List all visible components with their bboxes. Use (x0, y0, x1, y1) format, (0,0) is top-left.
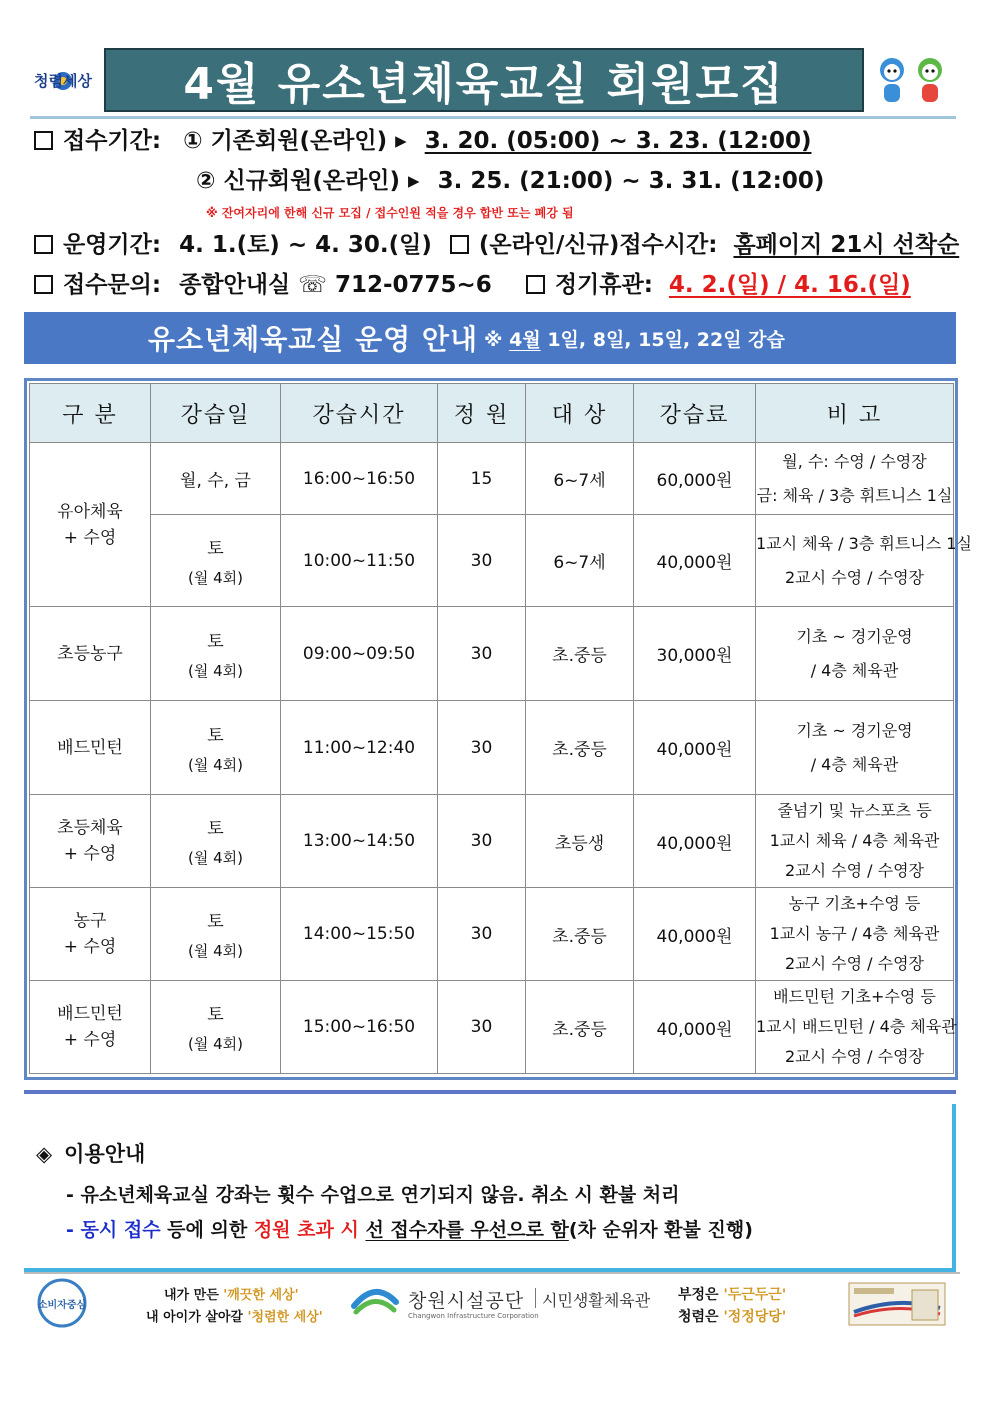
title-banner (104, 48, 864, 112)
time-cell: 13:00~14:50 (281, 795, 438, 888)
diamond-icon: ◈ (36, 1142, 53, 1166)
fee-cell: 60,000원 (634, 443, 756, 515)
col-header-time: 강습시간 (281, 384, 438, 443)
header-rule (30, 116, 956, 119)
info-line-operation: 운영기간: 4. 1.(토) ~ 4. 30.(일) (온라인/신규)접수시간: 홈페이지 21시 선착순 (34, 234, 959, 257)
checkbox-icon (34, 275, 53, 294)
closed-days: 4. 2.(일) / 4. 16.(일) (668, 272, 911, 298)
capacity-cell: 30 (438, 981, 526, 1074)
table-row (30, 795, 954, 888)
info-line-reception: 접수기간: ① 기존회원(온라인) ▸ 3. 20. (05:00) ~ 3. 23. (12:00) (34, 130, 811, 153)
reception-note: ※ 잔여자리에 한해 신규 모집 / 접수인원 적을 경우 합반 또는 폐강 됨 (206, 206, 574, 220)
day-cell: 토 (월 4회) (151, 515, 281, 607)
mascot-icon (872, 52, 954, 110)
schedule-table-frame (24, 378, 972, 1080)
fee-cell: 40,000원 (634, 888, 756, 981)
time-cell: 16:00~16:50 (281, 443, 438, 515)
remarks-cell: 1교시 체육 / 3층 휘트니스 1실 2교시 수영 / 수영장 (756, 515, 954, 607)
remarks-cell: 줄넘기 및 뉴스포츠 등 1교시 체육 / 4층 체육관 2교시 수영 / 수영장 (756, 795, 954, 888)
inquiry-contact: 종합안내실 ☏ 712-0775~6 (179, 272, 492, 298)
section-title: 유소년체육교실 운영 안내 (148, 323, 479, 356)
day-cell: 월, 수, 금 (151, 443, 281, 515)
target-cell: 6~7세 (526, 515, 634, 607)
target-cell: 초.중등 (526, 981, 634, 1074)
category-cell: 배드민턴 + 수영 (30, 981, 151, 1074)
reception-time: 홈페이지 21시 선착순 (733, 232, 960, 258)
capacity-cell: 15 (438, 443, 526, 515)
schedule-table (29, 383, 972, 1074)
col-header-fee: 강습료 (634, 384, 756, 443)
category-cell: 유아체육 + 수영 (30, 443, 151, 607)
target-cell: 초.중등 (526, 888, 634, 981)
category-cell: 배드민턴 (30, 701, 151, 795)
slogan-honesty: 청렴은 '정정당당' (678, 1309, 787, 1325)
slogan-integrity-world: 내 아이가 살아갈 '청렴한 세상' (146, 1310, 323, 1325)
table-row (30, 607, 954, 701)
operation-period: 4. 1.(토) ~ 4. 30.(일) (179, 232, 432, 258)
ccm-logo: 소비자중심 (32, 1278, 92, 1328)
guide-line-2: - 동시 접수 등에 의한 정원 초과 시 선 접수자를 우선으로 함(차 순위자 환불 진행) (66, 1219, 753, 1241)
guide-line-1: - 유소년체육교실 강좌는 휫수 수업으로 연기되지 않음. 취소 시 환불 처리 (66, 1184, 680, 1206)
info-line-inquiry: 접수문의: 종합안내실 ☏ 712-0775~6 정기휴관: 4. 2.(일) / 4. 16.(일) (34, 274, 911, 297)
category-cell: 초등체육 + 수영 (30, 795, 151, 888)
fee-cell: 40,000원 (634, 795, 756, 888)
slogan-corruption: 부정은 '두근두근' (678, 1287, 787, 1303)
remarks-cell: 배드민턴 기초+수영 등 1교시 배드민턴 / 4층 체육관 2교시 수영 / 수영장 (756, 981, 954, 1074)
capacity-cell: 30 (438, 607, 526, 701)
slogan-clean-world: 내가 만든 '깨끗한 세상' (164, 1288, 299, 1303)
checkbox-icon (34, 131, 53, 150)
time-cell: 11:00~12:40 (281, 701, 438, 795)
remarks-cell: 월, 수: 수영 / 수영장 금: 체육 / 3층 휘트니스 1실 (756, 443, 954, 515)
remarks-cell: 기초 ~ 경기운영 / 4층 체육관 (756, 701, 954, 795)
col-header-target: 대 상 (526, 384, 634, 443)
section-note: ※ 4월 1일, 8일, 15일, 22일 강습 (484, 328, 785, 351)
integrity-logo-text: 청렴세상 (34, 72, 92, 90)
new-member-period: 3. 25. (21:00) ~ 3. 31. (12:00) (437, 168, 825, 194)
fee-cell: 30,000원 (634, 607, 756, 701)
page-title: 4월 유소년체육교실 회원모집 (183, 59, 785, 110)
checkbox-icon (450, 235, 469, 254)
time-cell: 14:00~15:50 (281, 888, 438, 981)
table-row (30, 701, 954, 795)
fee-cell: 40,000원 (634, 701, 756, 795)
table-row (30, 515, 954, 607)
info-line-new-members: ② 신규회원(온라인) ▸ 3. 25. (21:00) ~ 3. 31. (12:00) (196, 168, 825, 194)
time-cell: 09:00~09:50 (281, 607, 438, 701)
day-cell: 토 (월 4회) (151, 981, 281, 1074)
table-header-row (30, 384, 954, 443)
guide-title: ◈ 이용안내 (36, 1142, 146, 1166)
section-divider (24, 1090, 956, 1094)
capacity-cell: 30 (438, 795, 526, 888)
capacity-cell: 30 (438, 515, 526, 607)
fee-cell: 40,000원 (634, 515, 756, 607)
col-header-remarks: 비 고 (756, 384, 954, 443)
checkbox-icon (526, 275, 545, 294)
time-cell: 15:00~16:50 (281, 981, 438, 1074)
remarks-cell: 기초 ~ 경기운영 / 4층 체육관 (756, 607, 954, 701)
existing-member-period: 3. 20. (05:00) ~ 3. 23. (12:00) (424, 128, 812, 154)
target-cell: 초등생 (526, 795, 634, 888)
integrity-logo (30, 58, 96, 104)
target-cell: 초.중등 (526, 607, 634, 701)
corporation-logo: 창원시설공단 시민생활체육관 Changwon Infrastructure Corporation (350, 1282, 650, 1324)
certification-logo (848, 1282, 946, 1326)
table-row (30, 981, 954, 1074)
checkbox-icon (34, 235, 53, 254)
table-row (30, 443, 954, 515)
col-header-capacity: 정 원 (438, 384, 526, 443)
target-cell: 초.중등 (526, 701, 634, 795)
category-cell: 농구 + 수영 (30, 888, 151, 981)
day-cell: 토 (월 4회) (151, 795, 281, 888)
capacity-cell: 30 (438, 701, 526, 795)
target-cell: 6~7세 (526, 443, 634, 515)
footer-rule (24, 1272, 960, 1274)
category-cell: 초등농구 (30, 607, 151, 701)
table-row (30, 888, 954, 981)
time-cell: 10:00~11:50 (281, 515, 438, 607)
fee-cell: 40,000원 (634, 981, 756, 1074)
day-cell: 토 (월 4회) (151, 888, 281, 981)
remarks-cell: 농구 기초+수영 등 1교시 농구 / 4층 체육관 2교시 수영 / 수영장 (756, 888, 954, 981)
capacity-cell: 30 (438, 888, 526, 981)
col-header-category: 구 분 (30, 384, 151, 443)
section-header (24, 312, 956, 364)
col-header-day: 강습일 (151, 384, 281, 443)
day-cell: 토 (월 4회) (151, 607, 281, 701)
day-cell: 토 (월 4회) (151, 701, 281, 795)
